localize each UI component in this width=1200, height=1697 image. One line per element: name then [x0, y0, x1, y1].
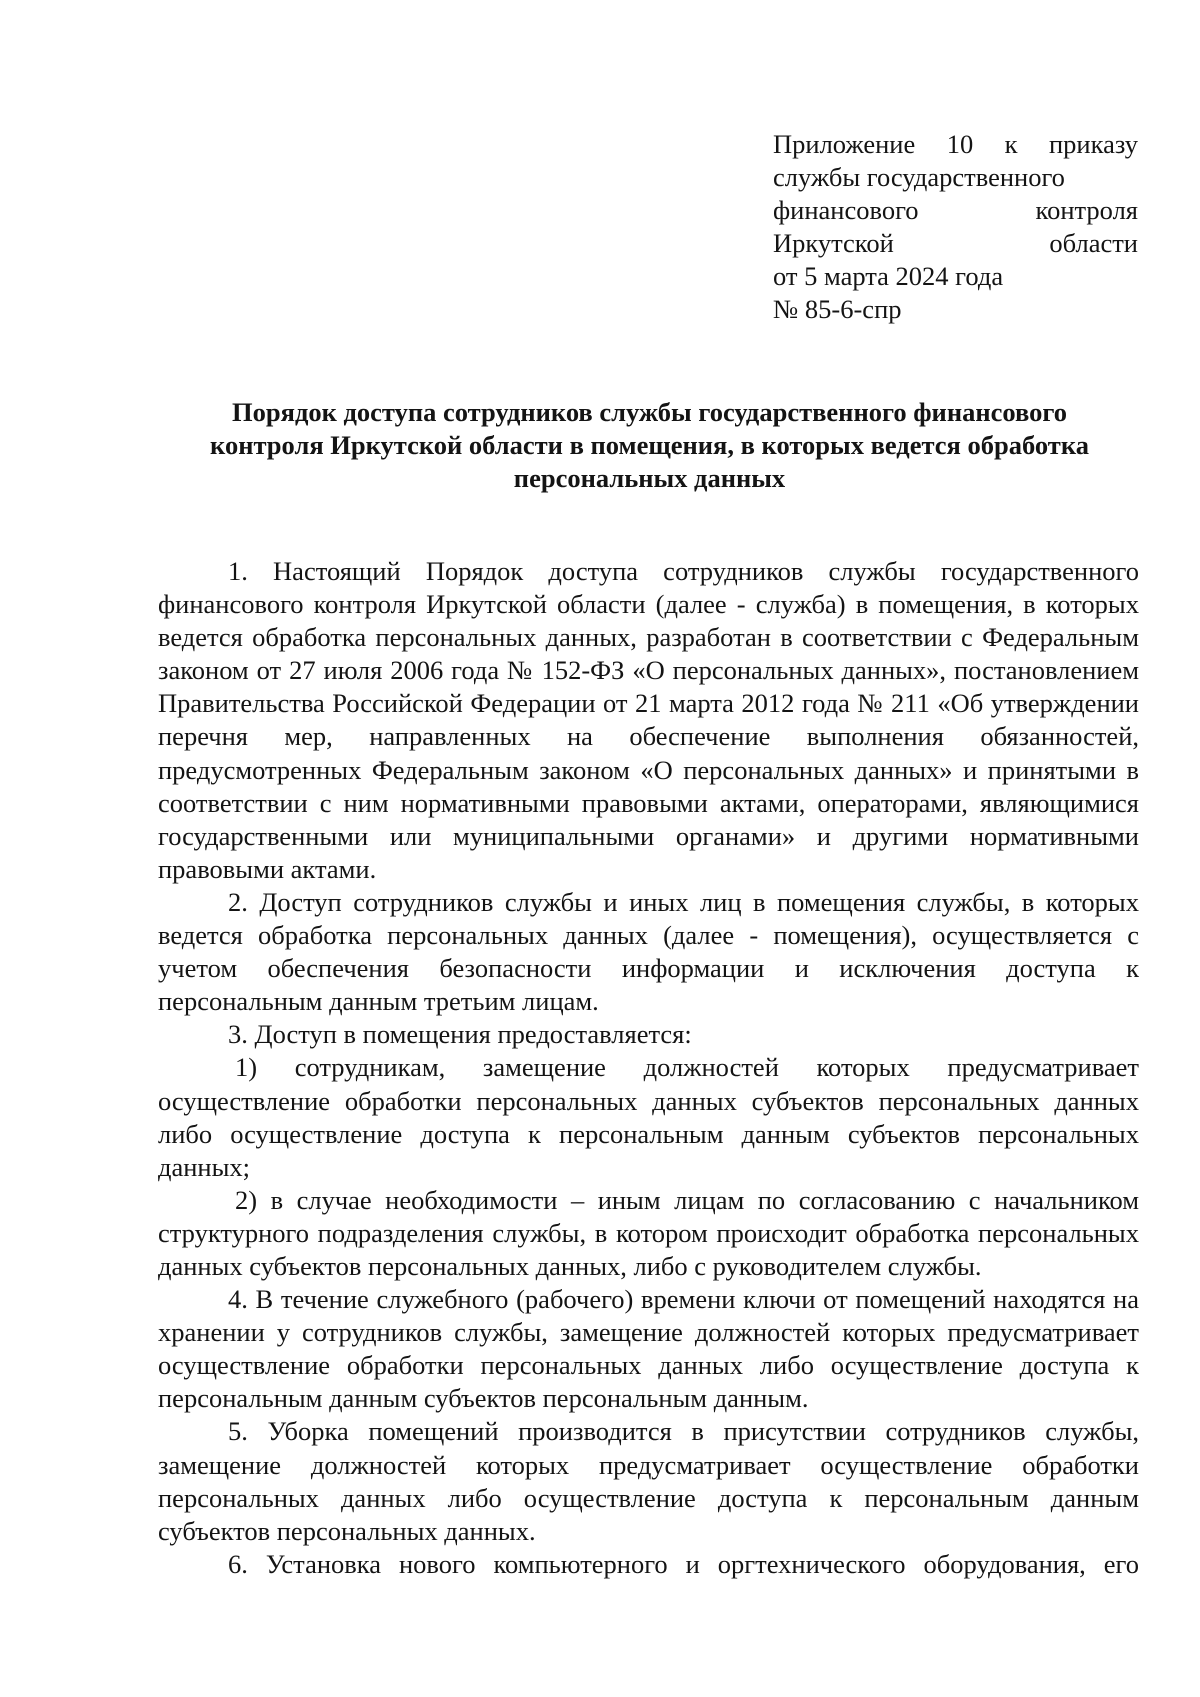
paragraph-6: 6. Установка нового компьютерного и оргтехнического оборудования, его: [228, 1548, 1139, 1579]
title-line: Порядок доступа сотрудников службы государственного финансового: [232, 397, 1067, 427]
paragraph-3-item-2: 2) в случае необходимости – иным лицам по согласованию с начальником структурного подразделения службы, в котором происходит обработка персональных данных субъектов персональных данных, либо с руководителем службы.: [158, 1184, 1139, 1281]
appendix-line: финансового контроля: [773, 195, 1138, 225]
appendix-line: Приложение 10 к приказу: [773, 129, 1138, 159]
title-line: персональных данных: [513, 463, 786, 493]
paragraph-4: 4. В течение служебного (рабочего) времени ключи от помещений находятся на хранении у сотрудников службы, замещение должностей которых предусматривает осуществление обработки персональных данных либо осуществление доступа к персональным данным субъектов персональным данным.: [158, 1284, 1139, 1414]
document-title: [160, 396, 1139, 495]
paragraph-1: 1. Настоящий Порядок доступа сотрудников службы государственного финансового контроля Иркутской области (далее - служба) в помещения, в которых ведется обработка персональных данных, разработан в соответствии с Федеральным законом от 27 июля 2006 года № 152-ФЗ «О персональных данных», постановлением Правительства Российской Федерации от 21 марта 2012 года № 211 «Об утверждении перечня мер, направленных на обеспечение выполнения обязанностей, предусмотренных Федеральным законом «О персональных данных» и принятыми в соответствии с ним нормативными правовыми актами, операторами, являющимися государственными или муниципальными органами» и другими нормативными правовыми актами.: [158, 556, 1139, 884]
appendix-line: № 85-6-спр: [773, 294, 902, 324]
appendix-line: Иркутской области: [773, 228, 1138, 258]
paragraph-3: 3. Доступ в помещения предоставляется:: [228, 1019, 692, 1050]
appendix-line: службы государственного: [773, 162, 1065, 192]
paragraph-5: 5. Уборка помещений производится в присутствии сотрудников службы, замещение должностей которых предусматривает осуществление обработки персональных данных либо осуществление доступа к персональным данным субъектов персональных данных.: [158, 1416, 1139, 1546]
document-body: [158, 555, 1139, 1581]
appendix-reference: [773, 128, 1138, 326]
title-line: контроля Иркутской области в помещения, в которых ведется обработка: [210, 430, 1089, 460]
paragraph-3-item-1: 1) сотрудникам, замещение должностей которых предусматривает осуществление обработки персональных данных субъектов персональных данных либо осуществление доступа к персональным данным субъектов персональных данных;: [158, 1052, 1139, 1182]
appendix-line: от 5 марта 2024 года: [773, 261, 1004, 291]
paragraph-2: 2. Доступ сотрудников службы и иных лиц в помещения службы, в которых ведется обработка персональных данных (далее - помещения), осуществляется с учетом обеспечения безопасности информации и исключения доступа к персональным данным третьим лицам.: [158, 886, 1139, 1017]
